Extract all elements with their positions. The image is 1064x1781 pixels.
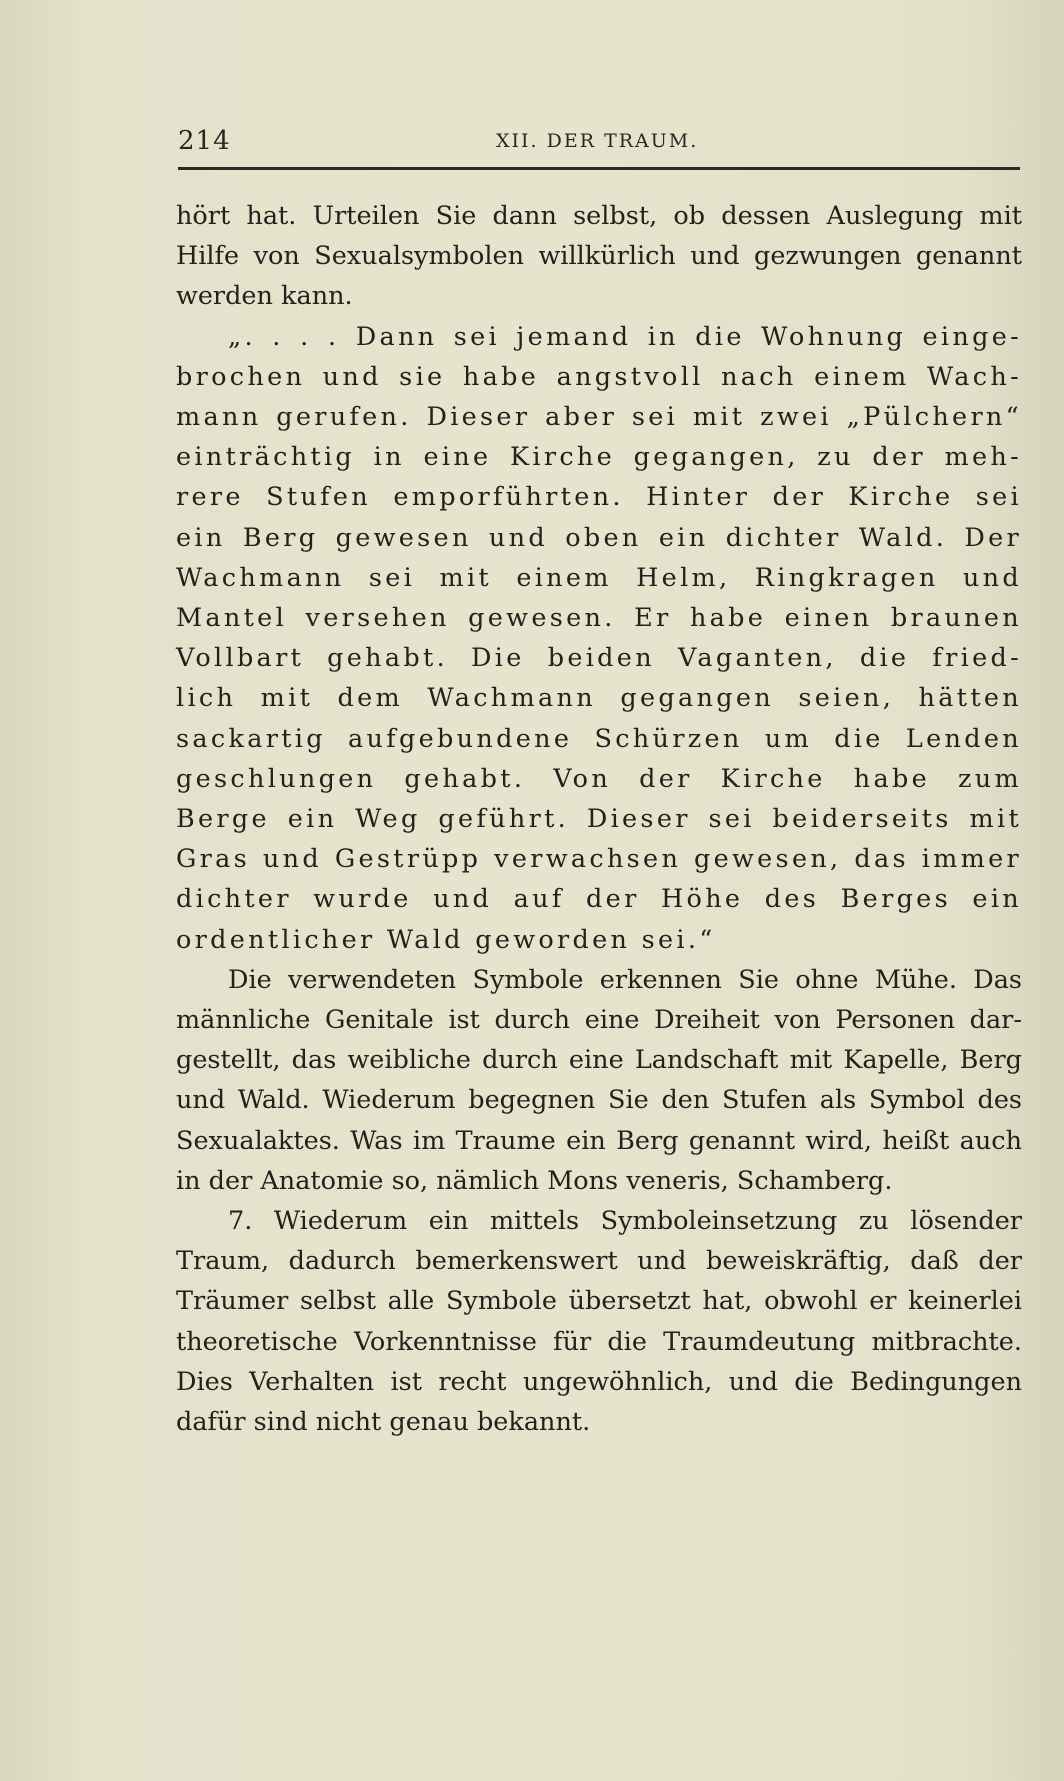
- text-line: Dies Verhalten ist recht ungewöhnlich, und die Bedingungen: [176, 1366, 1022, 1397]
- text-line: hört hat. Urteilen Sie dann selbst, ob dessen Auslegung mit: [176, 201, 1022, 231]
- text-line: lich mit dem Wachmann gegangen seien, hätten: [176, 683, 1022, 714]
- text-line: ein Berg gewesen und oben ein dichter Wald. Der: [176, 522, 1022, 553]
- text-line: mann gerufen. Dieser aber sei mit zwei „Pülchern“: [176, 402, 1022, 433]
- text-line: werden kann.: [176, 281, 353, 312]
- text-line: Berge ein Weg geführt. Dieser sei beiderseits mit: [176, 804, 1022, 835]
- text-line: Träumer selbst alle Symbole übersetzt hat, obwohl er keinerlei: [176, 1286, 1022, 1317]
- running-head: XII. DER TRAUM.: [496, 130, 699, 152]
- body-text: [176, 196, 1022, 1442]
- page-header: [178, 126, 1020, 170]
- text-line: Vollbart gehabt. Die beiden Vaganten, die fried-: [176, 643, 1022, 674]
- text-line: dichter wurde und auf der Höhe des Berges ein: [176, 884, 1022, 915]
- text-line: Mantel versehen gewesen. Er habe einen braunen: [176, 603, 1022, 634]
- text-line: 7. Wiederum ein mittels Symboleinsetzung zu lösender: [228, 1206, 1022, 1237]
- text-line: geschlungen gehabt. Von der Kirche habe zum: [176, 763, 1022, 794]
- text-line: Sexualaktes. Was im Traume ein Berg genannt wird, heißt auch: [176, 1125, 1022, 1156]
- text-line: gestellt, das weibliche durch eine Landschaft mit Kapelle, Berg: [176, 1045, 1022, 1076]
- text-line: Hilfe von Sexualsymbolen willkürlich und gezwungen genannt: [176, 241, 1022, 272]
- example-seven-paragraph: [176, 1201, 1022, 1442]
- text-line: Gras und Gestrüpp verwachsen gewesen, das immer: [176, 844, 1022, 875]
- text-line: Traum, dadurch bemerkenswert und beweiskräftig, daß der: [176, 1246, 1022, 1277]
- text-line: und Wald. Wiederum begegnen Sie den Stufen als Symbol des: [176, 1085, 1022, 1116]
- text-line: in der Anatomie so, nämlich Mons veneris, Schamberg.: [176, 1165, 893, 1196]
- text-line: brochen und sie habe angstvoll nach einem Wach-: [176, 361, 1022, 392]
- text-line: Die verwendeten Symbole erkennen Sie ohne Mühe. Das: [228, 964, 1022, 995]
- text-line: männliche Genitale ist durch eine Dreiheit von Personen dar-: [176, 1005, 1022, 1036]
- symbols-paragraph: [176, 960, 1022, 1201]
- text-line: rere Stufen emporführten. Hinter der Kirche sei: [176, 482, 1022, 513]
- header-rule: [178, 167, 1020, 170]
- text-line: ordentlicher Wald geworden sei.“: [176, 924, 716, 955]
- text-line: theoretische Vorkenntnisse für die Traumdeutung mitbrachte.: [176, 1326, 1022, 1357]
- dream-quote-paragraph: [176, 317, 1022, 960]
- text-line: dafür sind nicht genau bekannt.: [176, 1407, 591, 1438]
- text-line: Wachmann sei mit einem Helm, Ringkragen und: [176, 562, 1022, 593]
- text-line: sackartig aufgebundene Schürzen um die Lenden: [176, 723, 1022, 754]
- text-line: „. . . . Dann sei jemand in die Wohnung einge-: [228, 321, 1022, 352]
- intro-paragraph: [176, 196, 1022, 317]
- page-number: 214: [178, 126, 231, 156]
- text-line: einträchtig in eine Kirche gegangen, zu der meh-: [176, 442, 1022, 473]
